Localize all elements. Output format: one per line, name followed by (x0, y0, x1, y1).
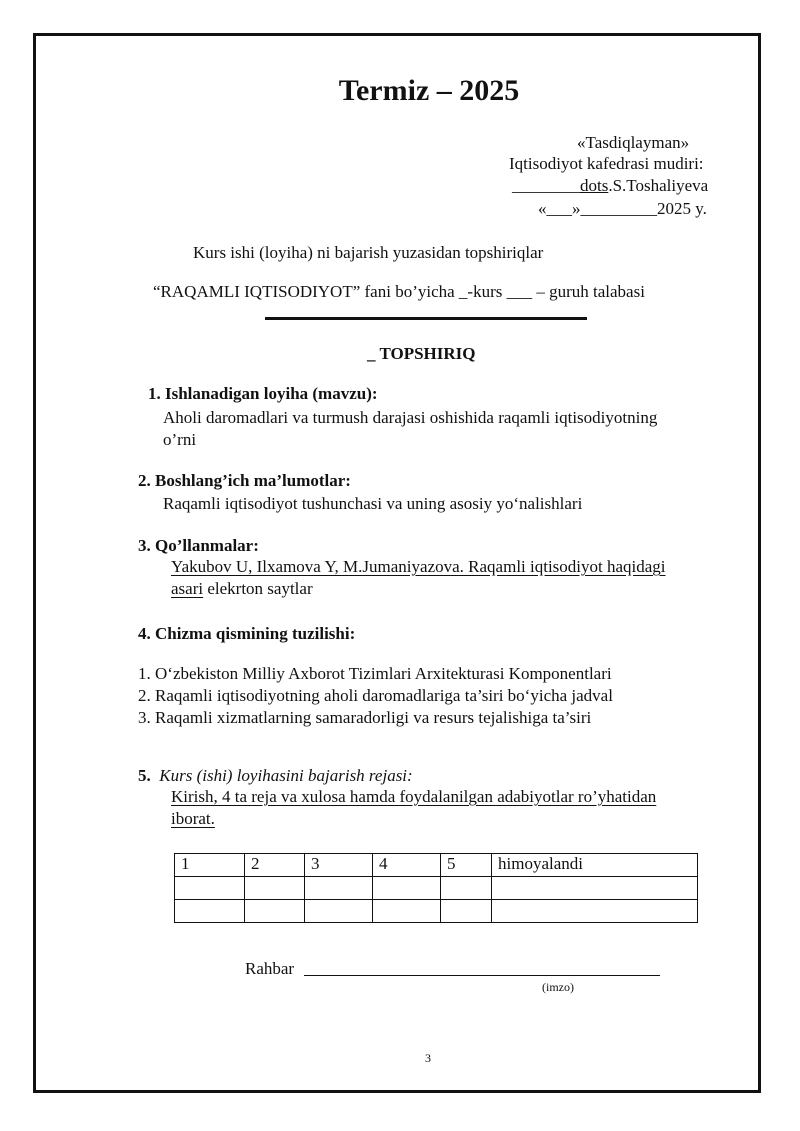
intro-line-1: Kurs ishi (loyiha) ni bajarish yuzasidan topshiriqlar (193, 243, 544, 262)
divider-line (265, 317, 587, 320)
section-5-title: Kurs (ishi) loyihasini bajarish rejasi: (159, 766, 413, 785)
table-row (175, 877, 698, 900)
approval-name: .S.Toshaliyeva (608, 176, 709, 195)
section-4-item-2: 2. Raqamli iqtisodiyotning aholi daromadlariga ta’siri bo‘yicha jadval (138, 686, 613, 705)
approval-line-2: Iqtisodiyot kafedrasi mudiri: (509, 154, 704, 173)
approval-blank: ________ (512, 176, 580, 195)
signature-line (304, 975, 660, 976)
page-number: 3 (425, 1051, 431, 1065)
table-cell (492, 877, 698, 900)
table-header-cell: 2 (245, 854, 305, 877)
intro-line-2: “RAQAMLI IQTISODIYOT” fani bo’yicha _-kurs ___ – guruh talabasi (153, 282, 645, 301)
section-5-line-2: iborat. (171, 809, 215, 828)
table-cell (175, 877, 245, 900)
approval-line-1: «Tasdiqlayman» (577, 133, 690, 152)
section-3-line-1: Yakubov U, Ilxamova Y, M.Jumaniyazova. Raqamli iqtisodiyot haqidagi (171, 557, 666, 576)
table-cell (441, 900, 492, 923)
table-cell (305, 877, 373, 900)
section-3-heading: 3. Qo’llanmalar: (138, 536, 259, 555)
section-5-number: 5. (138, 766, 151, 785)
table-header-cell: 4 (373, 854, 441, 877)
table-cell (373, 877, 441, 900)
section-1-heading: 1. Ishlanadigan loyiha (mavzu): (148, 384, 378, 403)
schedule-table (174, 853, 698, 923)
section-5-line-1: Kirish, 4 ta reja va xulosa hamda foydalanilgan adabiyotlar ro’yhatidan (171, 787, 657, 806)
table-row (175, 854, 698, 877)
signature-label: Rahbar (245, 959, 295, 978)
section-4-heading: 4. Chizma qismining tuzilishi: (138, 624, 356, 643)
table-cell (373, 900, 441, 923)
table-header-cell: himoyalandi (492, 854, 698, 877)
section-5-heading (138, 766, 413, 786)
section-3-asari: asari (171, 579, 204, 598)
approval-title-dots: dots (580, 176, 609, 195)
section-4-item-3: 3. Raqamli xizmatlarning samaradorligi va resurs tejalishiga ta’siri (138, 708, 592, 727)
approval-date-line: «___»_________2025 y. (538, 199, 707, 218)
table-cell (441, 877, 492, 900)
section-2-heading: 2. Boshlang’ich ma’lumotlar: (138, 471, 351, 490)
table-header-cell: 5 (441, 854, 492, 877)
assignment-heading: _ TOPSHIRIQ (367, 344, 476, 363)
table-header-cell: 3 (305, 854, 373, 877)
section-4-item-1: 1. O‘zbekiston Milliy Axborot Tizimlari Arxitekturasi Komponentlari (138, 664, 612, 683)
section-1-line-2: o’rni (163, 430, 197, 449)
page-title: Termiz – 2025 (338, 74, 520, 107)
table-cell (175, 900, 245, 923)
table-cell (492, 900, 698, 923)
section-1-line-1: Aholi daromadlari va turmush darajasi oshishida raqamli iqtisodiyotning (163, 408, 658, 427)
table-cell (245, 877, 305, 900)
section-3-line-2 (171, 579, 313, 599)
section-2-line-1: Raqamli iqtisodiyot tushunchasi va uning asosiy yo‘nalishlari (163, 494, 583, 513)
approval-line-3 (512, 176, 708, 196)
table-row (175, 900, 698, 923)
table-header-cell: 1 (175, 854, 245, 877)
section-3-rest: elekrton saytlar (203, 579, 313, 598)
signature-caption: (imzo) (542, 980, 574, 994)
table-cell (245, 900, 305, 923)
table-cell (305, 900, 373, 923)
